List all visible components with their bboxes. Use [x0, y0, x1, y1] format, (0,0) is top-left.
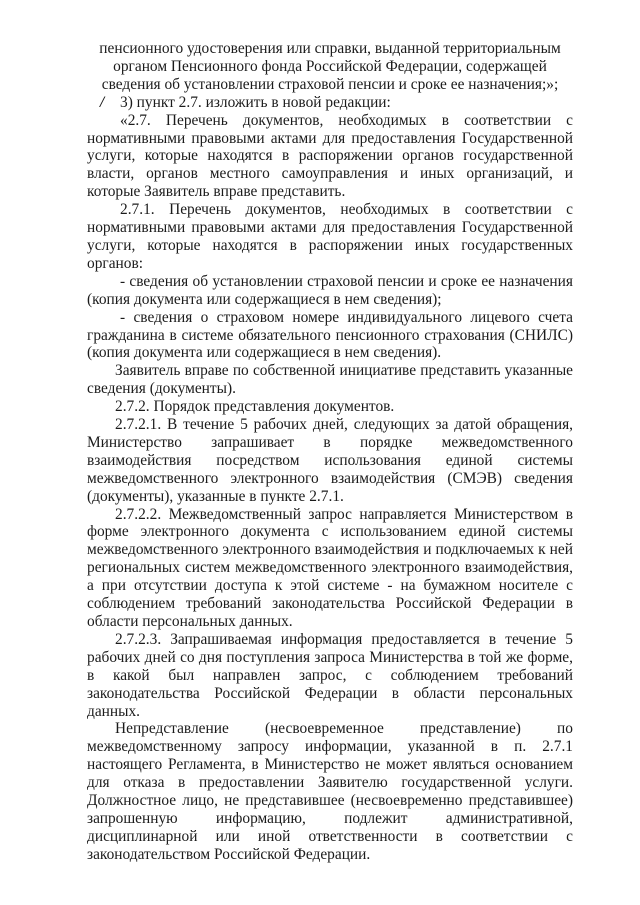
- paragraph-non-submission: Непредставление (несвоевременное представление) по межведомственному запросу информации, указанной в п. 2.7.1 настоящего Регламента, в Министерство не может являться основанием для отказа в предоставлении Заявителю государственной услуги. Должностное лицо, не представившее (несвоевременно представившее) запрошенную информацию, подлежит административной, дисциплинарной или иной ответственности в соответствии с законодательством Российской Федерации.: [87, 720, 573, 863]
- paragraph-pension-certificate: пенсионного удостоверения или справки, выданной территориальным органом Пенсионного фонда Российской Федерации, содержащей сведения об установлении страховой пенсии и сроке ее назначения;»;: [99, 40, 561, 93]
- paragraph-2-7: «2.7. Перечень документов, необходимых в соответствии с нормативными правовыми актами для предоставления Государственной услуги, которые находятся в распоряжении органов государственной власти, органов местного самоуправления и иных организаций, и которые Заявитель вправе представить.: [87, 111, 573, 201]
- list-item-snils: - сведения о страховом номере индивидуального лицевого счета гражданина в системе обязательного пенсионного страхования (СНИЛС) (копия документа или содержащиеся в нем сведения).: [87, 308, 573, 362]
- paragraph-2-7-2-2: 2.7.2.2. Межведомственный запрос направляется Министерством в форме электронного документа с использованием единой системы межведомственного электронного взаимодействия и подключаемых к ней региональных систем межведомственного электронного взаимодействия, а при отсутствии доступа к этой системе - на бумажном носителе с соблюдением требований законодательства Российской Федерации в области персональных данных.: [87, 505, 573, 630]
- margin-mark: /: [100, 93, 105, 111]
- paragraph-item-3: [87, 94, 573, 112]
- paragraph-2-7-2: 2.7.2. Порядок представления документов.: [115, 398, 395, 416]
- paragraph-applicant-right: Заявитель вправе по собственной инициативе представить указанные сведения (документы).: [87, 362, 573, 398]
- paragraph-2-7-2-1: 2.7.2.1. В течение 5 рабочих дней, следующих за датой обращения, Министерство запрашивает в порядке межведомственного взаимодействия посредством использования единой системы межведомственного электронного взаимодействия (СМЭВ) сведения (документы), указанные в пункте 2.7.1.: [87, 416, 573, 505]
- paragraph-2-7-1: 2.7.1. Перечень документов, необходимых в соответствии с нормативными правовыми актами для предоставления Государственной услуги, которые находятся в распоряжении иных государственных органов:: [87, 201, 573, 272]
- paragraph-2-7-2-3: 2.7.2.3. Запрашиваемая информация предоставляется в течение 5 рабочих дней со дня поступления запроса Министерства в той же форме, в какой был направлен запрос, с соблюдением требований законодательства Российской Федерации в области персональных данных.: [87, 630, 573, 720]
- paragraph-item-3-text: 3) пункт 2.7. изложить в новой редакции:: [120, 93, 391, 111]
- document-text: [87, 40, 573, 864]
- list-item-pension-info: - сведения об установлении страховой пенсии и сроке ее назначения (копия документа или содержащиеся в нем сведения);: [87, 272, 573, 308]
